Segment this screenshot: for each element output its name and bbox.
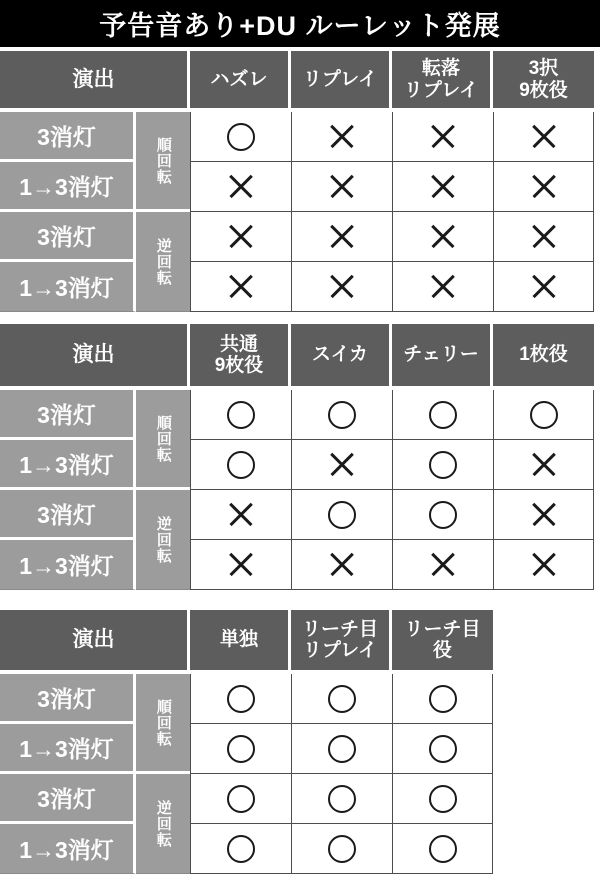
table-header — [0, 51, 594, 108]
cross-symbol — [330, 125, 354, 149]
header-corner: 演出 — [0, 324, 190, 386]
circle-symbol — [328, 401, 356, 429]
row-label: 3消灯 — [0, 112, 136, 162]
result-cell — [392, 724, 493, 774]
column-header-line: 1枚役 — [519, 344, 568, 366]
result-cell — [291, 724, 392, 774]
column-header-2 — [291, 324, 392, 386]
result-cell — [190, 440, 291, 490]
rotation-label — [136, 490, 190, 590]
column-header-line: リプレイ — [302, 68, 378, 90]
cross-symbol — [330, 225, 354, 249]
rotation-label — [136, 212, 190, 312]
result-cell — [190, 774, 291, 824]
cross-symbol — [229, 553, 253, 577]
rotation-label-text: 順回転 — [154, 414, 172, 463]
column-header-2 — [291, 610, 392, 670]
circle-symbol — [328, 735, 356, 763]
result-cell — [392, 112, 493, 162]
rotation-label-text: 順回転 — [154, 698, 172, 747]
header-corner: 演出 — [0, 610, 190, 670]
circle-symbol — [328, 785, 356, 813]
result-cell — [392, 390, 493, 440]
cross-symbol — [431, 125, 455, 149]
column-header-1 — [190, 51, 291, 108]
cross-symbol — [330, 175, 354, 199]
cross-symbol — [229, 175, 253, 199]
column-header-line: 9枚役 — [214, 355, 264, 376]
result-cell — [291, 112, 392, 162]
row-label: 3消灯 — [0, 774, 136, 824]
rotation-label — [136, 674, 190, 774]
result-cell — [392, 440, 493, 490]
table-2 — [0, 324, 594, 590]
column-header-line: 役 — [432, 640, 452, 661]
cross-symbol — [532, 275, 556, 299]
column-header-line: 3択 — [528, 58, 559, 80]
page-title: 予告音あり+DU ルーレット発展 — [99, 11, 501, 41]
circle-symbol — [429, 735, 457, 763]
column-header-3 — [392, 610, 493, 670]
result-cell — [493, 262, 594, 312]
circle-symbol — [429, 501, 457, 529]
result-cell — [291, 540, 392, 590]
result-cell — [291, 440, 392, 490]
result-cell — [392, 212, 493, 262]
result-cell — [190, 112, 291, 162]
result-cell — [392, 674, 493, 724]
cross-symbol — [532, 553, 556, 577]
result-cell — [291, 824, 392, 874]
result-cell — [190, 262, 291, 312]
table-1 — [0, 51, 594, 312]
table-header — [0, 324, 594, 386]
table-body — [0, 112, 594, 312]
result-cell — [392, 490, 493, 540]
circle-symbol — [227, 451, 255, 479]
row-label: 3消灯 — [0, 490, 136, 540]
result-cell — [190, 674, 291, 724]
rotation-label-text: 逆回転 — [154, 237, 172, 286]
tables-container — [0, 51, 600, 874]
result-cell — [493, 540, 594, 590]
circle-symbol — [429, 835, 457, 863]
result-cell — [190, 824, 291, 874]
row-label: 1→3消灯 — [0, 162, 136, 212]
column-header-line: 9枚役 — [519, 79, 568, 101]
column-header-1 — [190, 324, 291, 386]
circle-symbol — [227, 685, 255, 713]
column-header-line: リーチ目 — [301, 618, 378, 640]
row-label: 3消灯 — [0, 674, 136, 724]
result-cell — [291, 162, 392, 212]
column-header-2 — [291, 51, 392, 108]
result-cell — [493, 390, 594, 440]
cross-symbol — [330, 553, 354, 577]
cross-symbol — [532, 225, 556, 249]
column-header-line: リプレイ — [302, 640, 378, 661]
rotation-label — [136, 112, 190, 212]
circle-symbol — [530, 401, 558, 429]
result-cell — [190, 162, 291, 212]
row-label: 1→3消灯 — [0, 540, 136, 590]
row-label: 3消灯 — [0, 212, 136, 262]
result-cell — [392, 262, 493, 312]
title-bar — [0, 0, 600, 47]
column-header-1 — [190, 610, 291, 670]
circle-symbol — [227, 401, 255, 429]
circle-symbol — [429, 401, 457, 429]
rotation-label — [136, 390, 190, 490]
cross-symbol — [431, 553, 455, 577]
header-corner: 演出 — [0, 51, 190, 108]
column-header-line: リーチ目 — [404, 618, 481, 640]
cross-symbol — [431, 275, 455, 299]
result-cell — [291, 212, 392, 262]
circle-symbol — [227, 835, 255, 863]
result-cell — [392, 824, 493, 874]
cross-symbol — [229, 225, 253, 249]
result-cell — [291, 262, 392, 312]
cross-symbol — [532, 125, 556, 149]
row-label: 1→3消灯 — [0, 824, 136, 874]
result-cell — [190, 724, 291, 774]
result-cell — [493, 162, 594, 212]
cross-symbol — [532, 175, 556, 199]
column-header-line: スイカ — [311, 344, 369, 366]
column-header-line: 共通 — [219, 333, 258, 355]
cross-symbol — [229, 503, 253, 527]
result-cell — [190, 490, 291, 540]
result-cell — [493, 212, 594, 262]
cross-symbol — [532, 453, 556, 477]
circle-symbol — [227, 123, 255, 151]
cross-symbol — [532, 503, 556, 527]
circle-symbol — [429, 451, 457, 479]
cross-symbol — [431, 175, 455, 199]
result-cell — [493, 440, 594, 490]
cross-symbol — [330, 275, 354, 299]
column-header-4 — [493, 51, 594, 108]
row-label: 1→3消灯 — [0, 262, 136, 312]
result-cell — [493, 490, 594, 540]
column-header-3 — [392, 51, 493, 108]
result-cell — [291, 490, 392, 540]
table-3 — [0, 610, 493, 874]
column-header-4 — [493, 324, 594, 386]
row-label: 1→3消灯 — [0, 440, 136, 490]
circle-symbol — [328, 835, 356, 863]
column-header-line: ハズレ — [210, 68, 268, 90]
result-cell — [190, 540, 291, 590]
result-cell — [190, 212, 291, 262]
rotation-label-text: 順回転 — [154, 136, 172, 185]
circle-symbol — [429, 785, 457, 813]
result-cell — [392, 162, 493, 212]
column-header-line: チェリー — [403, 344, 479, 366]
result-cell — [493, 112, 594, 162]
table-header — [0, 610, 493, 670]
circle-symbol — [227, 735, 255, 763]
column-header-line: 単独 — [219, 629, 258, 651]
cross-symbol — [330, 453, 354, 477]
circle-symbol — [429, 685, 457, 713]
cross-symbol — [229, 275, 253, 299]
circle-symbol — [328, 501, 356, 529]
column-header-line: リプレイ — [403, 79, 479, 101]
result-cell — [392, 540, 493, 590]
result-cell — [392, 774, 493, 824]
row-label: 3消灯 — [0, 390, 136, 440]
cross-symbol — [431, 225, 455, 249]
result-cell — [291, 774, 392, 824]
circle-symbol — [328, 685, 356, 713]
column-header-3 — [392, 324, 493, 386]
result-cell — [190, 390, 291, 440]
table-body — [0, 674, 493, 874]
rotation-label-text: 逆回転 — [154, 515, 172, 564]
result-cell — [291, 390, 392, 440]
rotation-label — [136, 774, 190, 874]
circle-symbol — [227, 785, 255, 813]
table-body — [0, 390, 594, 590]
row-label: 1→3消灯 — [0, 724, 136, 774]
result-cell — [291, 674, 392, 724]
rotation-label-text: 逆回転 — [154, 799, 172, 848]
column-header-line: 転落 — [421, 58, 460, 80]
